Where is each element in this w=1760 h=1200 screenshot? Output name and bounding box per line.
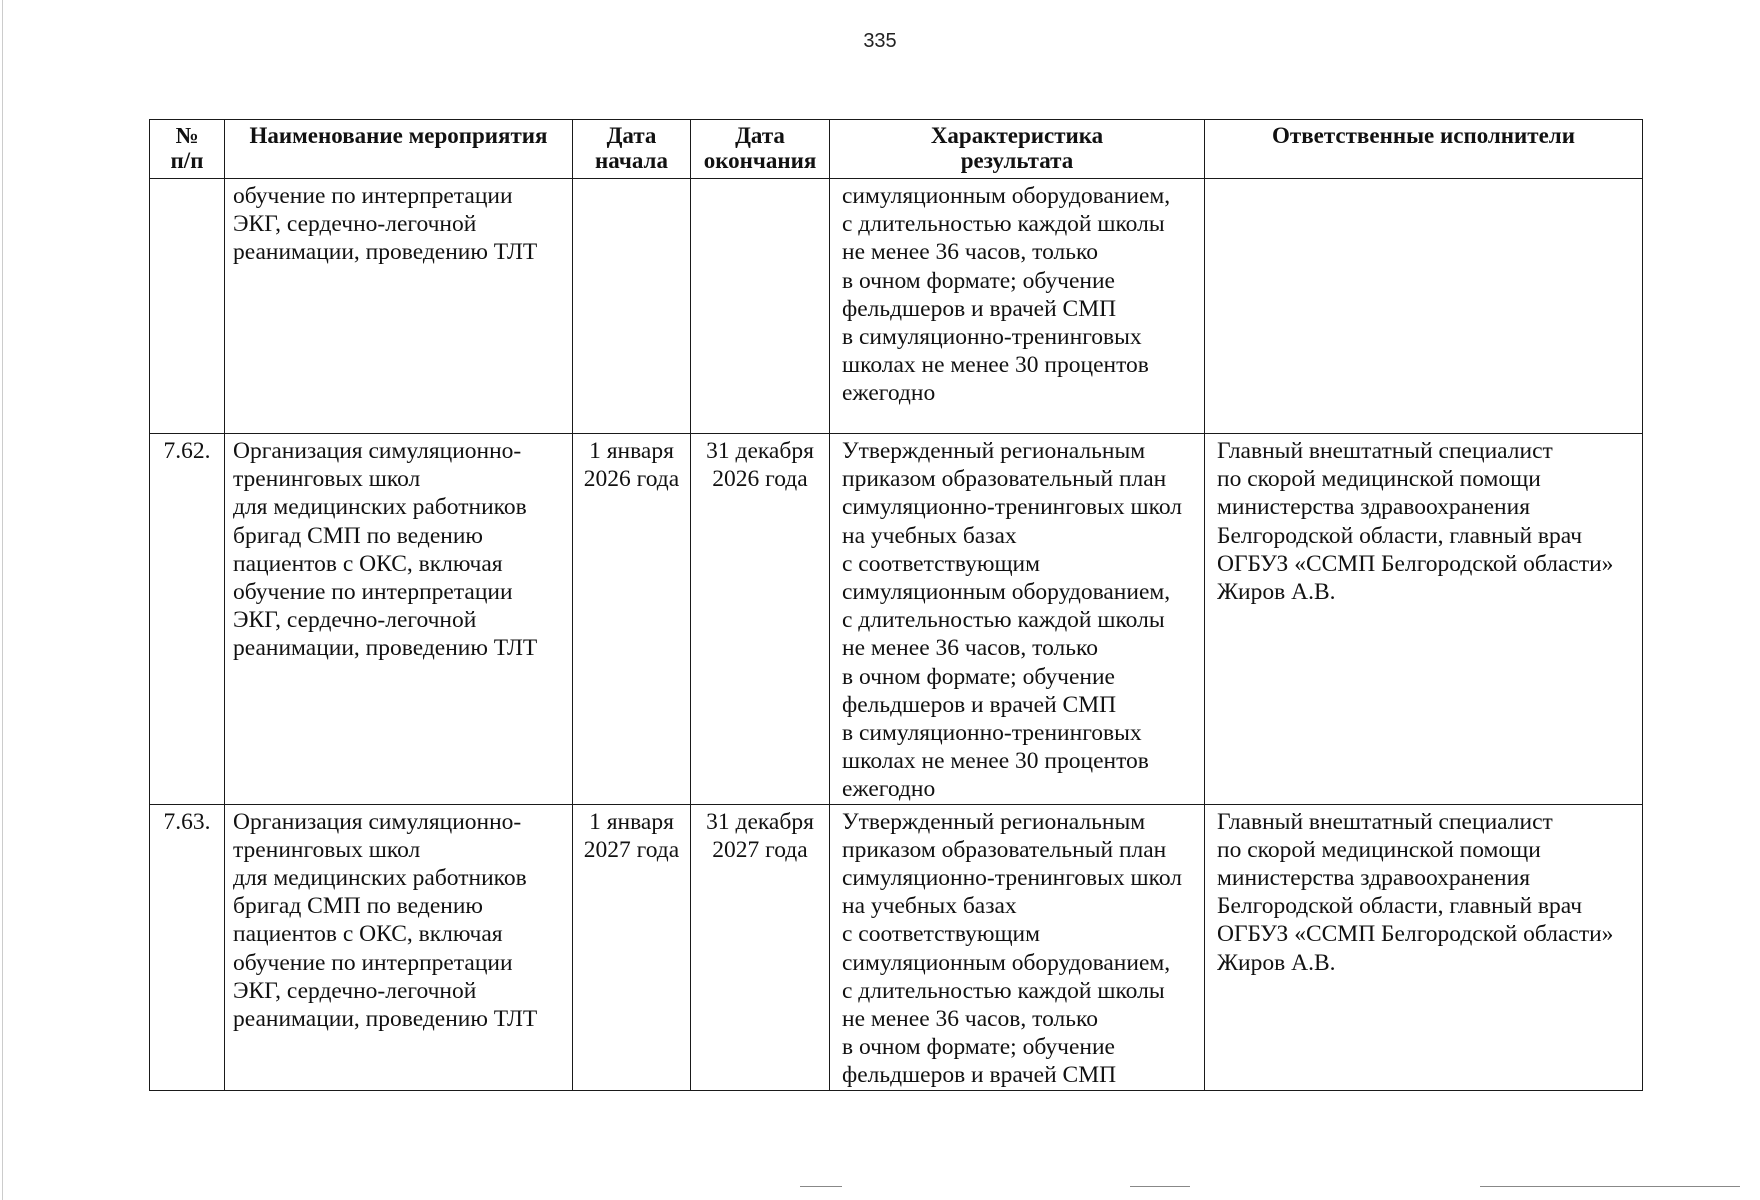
row-end-date	[691, 179, 830, 434]
header-number	[150, 120, 225, 179]
row-start-date: 1 января 2027 года	[573, 804, 691, 1090]
table-row	[150, 804, 1643, 1090]
row-activity-name: обучение по интерпретации ЭКГ, сердечно-легочной реанимации, проведению ТЛТ	[225, 179, 573, 434]
header-start-date	[573, 120, 691, 179]
row-number: 7.62.	[150, 434, 225, 805]
scan-artifact-line	[1130, 1186, 1190, 1187]
row-end-date: 31 декабря 2026 года	[691, 434, 830, 805]
row-start-date: 1 января 2026 года	[573, 434, 691, 805]
row-responsible	[1205, 179, 1643, 434]
row-number	[150, 179, 225, 434]
row-number: 7.63.	[150, 804, 225, 1090]
row-result: симуляционным оборудованием, с длительностью каждой школы не менее 36 часов, только в очном формате; обучение фельдшеров и врачей СМП в симуляционно-тренинговых школах не менее 30 процентов ежегодно	[830, 179, 1205, 434]
header-start-date-label: Дата начала	[595, 123, 668, 173]
header-result-label: Характеристика результата	[930, 123, 1104, 173]
table-row	[150, 179, 1643, 434]
row-result: Утвержденный региональным приказом образовательный план симуляционно-тренинговых школ на учебных базах с соответствующим симуляционным оборудованием, с длительностью каждой школы не менее 36 часов, только в очном формате; обучение фельдшеров и врачей СМП	[830, 804, 1205, 1090]
header-responsible	[1205, 120, 1643, 179]
header-end-date	[691, 120, 830, 179]
header-result	[830, 120, 1205, 179]
page-number: 335	[863, 30, 897, 52]
scan-artifact-line	[1480, 1186, 1740, 1187]
row-responsible: Главный внештатный специалист по скорой медицинской помощи министерства здравоохранения Белгородской области, главный врач ОГБУЗ «ССМП Белгородской области» Жиров А.В.	[1205, 804, 1643, 1090]
row-end-date: 31 декабря 2027 года	[691, 804, 830, 1090]
header-responsible-label: Ответственные исполнители	[1272, 123, 1575, 148]
activities-table	[149, 119, 1643, 1091]
scan-edge-line	[2, 0, 3, 1200]
row-activity-name: Организация симуляционно- тренинговых школ для медицинских работников бригад СМП по ведению пациентов с ОКС, включая обучение по интерпретации ЭКГ, сердечно-легочной реанимации, проведению ТЛТ	[225, 434, 573, 805]
table-header-row	[150, 120, 1643, 179]
row-responsible: Главный внештатный специалист по скорой медицинской помощи министерства здравоохранения Белгородской области, главный врач ОГБУЗ «ССМП Белгородской области» Жиров А.В.	[1205, 434, 1643, 805]
header-end-date-label: Дата окончания	[703, 123, 817, 173]
header-activity-name	[225, 120, 573, 179]
header-number-label: № п/п	[170, 123, 204, 173]
scan-artifact-line	[800, 1186, 842, 1187]
header-activity-name-label: Наименование мероприятия	[249, 123, 548, 148]
row-start-date	[573, 179, 691, 434]
table-row	[150, 434, 1643, 805]
row-activity-name: Организация симуляционно- тренинговых школ для медицинских работников бригад СМП по ведению пациентов с ОКС, включая обучение по интерпретации ЭКГ, сердечно-легочной реанимации, проведению ТЛТ	[225, 804, 573, 1090]
row-result: Утвержденный региональным приказом образовательный план симуляционно-тренинговых школ на учебных базах с соответствующим симуляционным оборудованием, с длительностью каждой школы не менее 36 часов, только в очном формате; обучение фельдшеров и врачей СМП в симуляционно-тренинговых школах не менее 30 процентов ежегодно	[830, 434, 1205, 805]
